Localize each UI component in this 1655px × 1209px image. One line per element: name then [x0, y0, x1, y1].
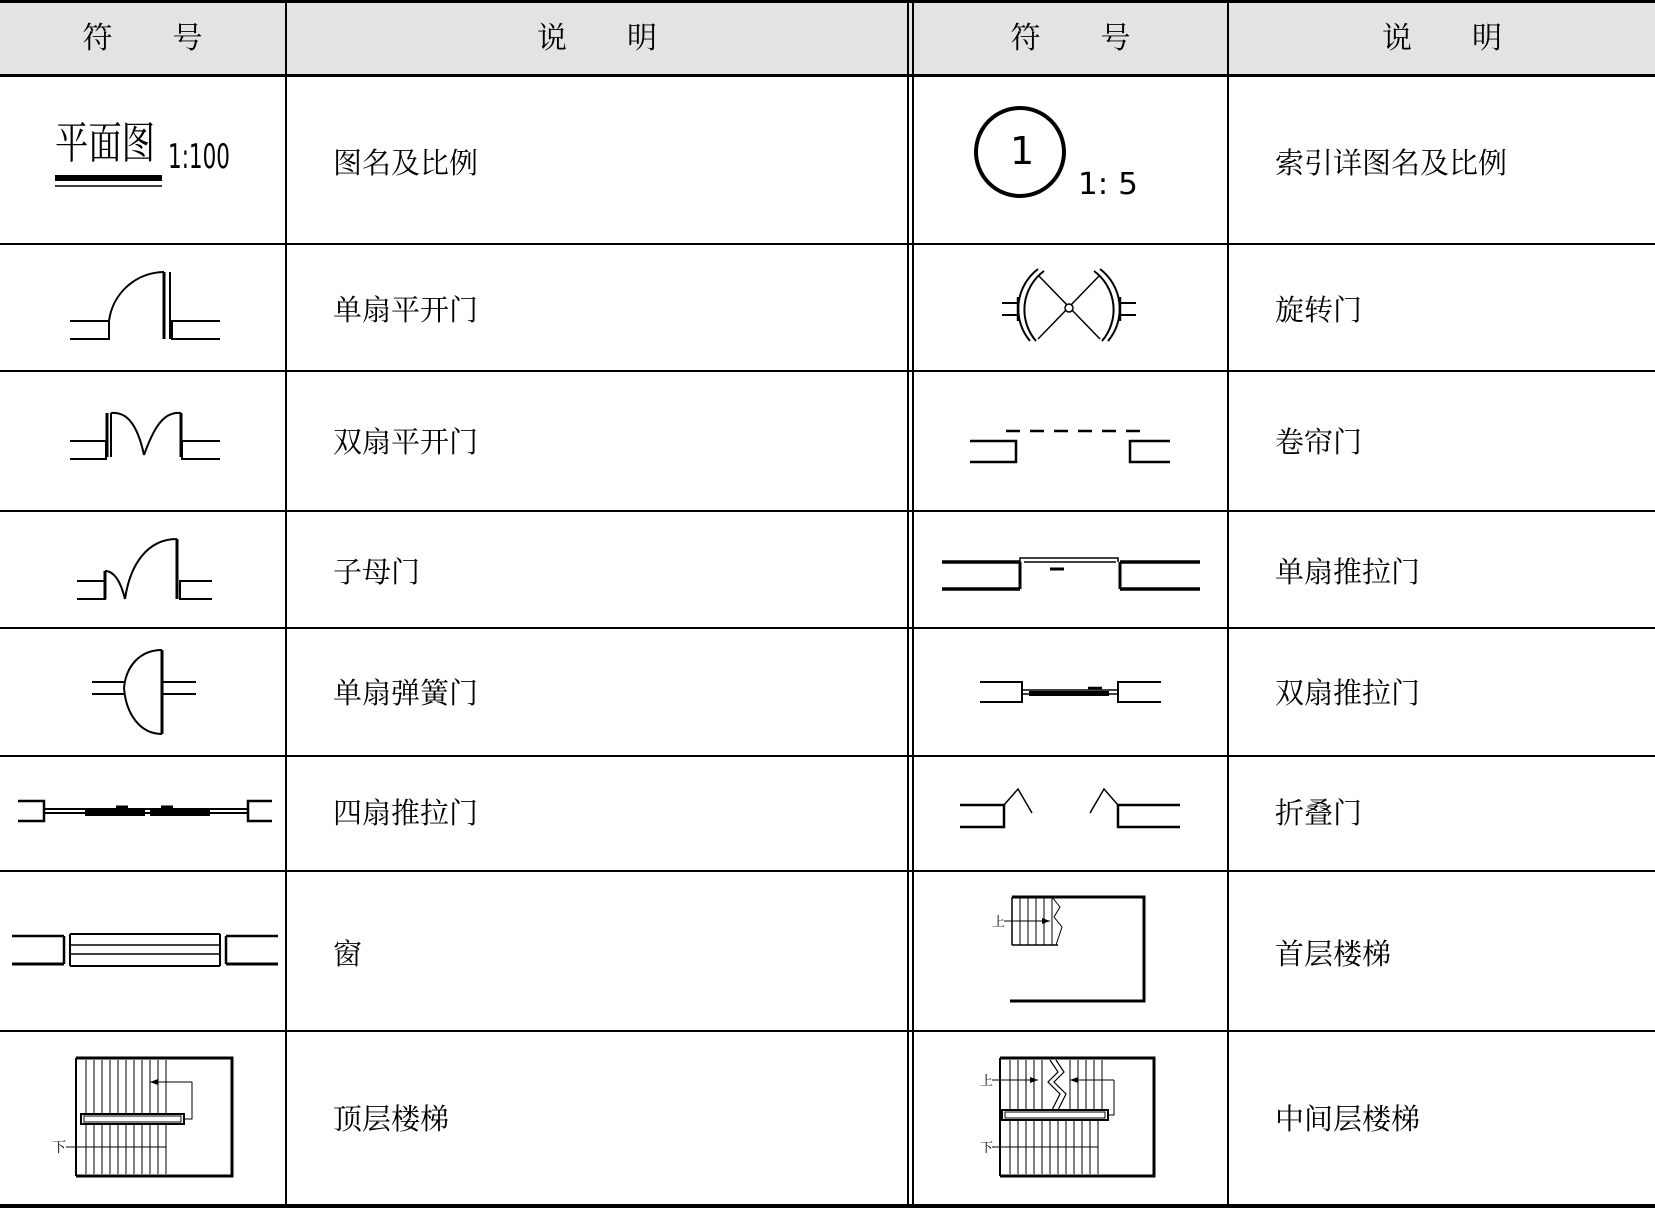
top-floor-stair-icon	[50, 1052, 235, 1182]
detail-index-icon	[970, 102, 1150, 212]
desc-left-row-3: 双扇平开门	[333, 425, 479, 459]
single-spring-door-icon	[90, 648, 200, 738]
single-sliding-door-icon	[940, 556, 1202, 594]
desc-right-row-4: 单扇推拉门	[1275, 555, 1421, 589]
column-divider	[1227, 0, 1229, 1208]
center-double-rule	[912, 0, 914, 1208]
stair-down-label: 下	[52, 1140, 66, 1156]
desc-left-row-2: 单扇平开门	[333, 293, 479, 327]
table-bottom-border	[0, 1204, 1655, 1208]
desc-right-row-5: 双扇推拉门	[1275, 676, 1421, 710]
table-top-border	[0, 0, 1655, 3]
desc-right-row-6: 折叠门	[1275, 796, 1363, 830]
row-divider	[0, 510, 1655, 512]
desc-left-row-5: 单扇弹簧门	[333, 676, 479, 710]
double-sliding-door-icon	[978, 678, 1163, 706]
desc-left-row-4: 子母门	[333, 555, 421, 589]
stair-up-label: 上	[980, 1074, 994, 1089]
detail-index-number: 1	[1010, 129, 1035, 173]
drawing-title-scale: 1:100	[168, 137, 230, 177]
desc-right-row-2: 旋转门	[1275, 293, 1363, 327]
double-swing-door-icon	[68, 407, 223, 462]
stair-down-label: 下	[980, 1141, 994, 1156]
revolving-door-icon	[1000, 265, 1140, 345]
desc-left-row-6: 四扇推拉门	[333, 796, 479, 830]
drawing-title-icon	[50, 112, 240, 212]
desc-right-row-3: 卷帘门	[1275, 425, 1363, 459]
drawing-title-text: 平面图	[55, 118, 155, 169]
row-divider	[0, 243, 1655, 245]
desc-right-row-8: 中间层楼梯	[1275, 1102, 1421, 1136]
row-divider	[0, 370, 1655, 372]
row-divider	[0, 627, 1655, 629]
ground-floor-stair-icon	[990, 893, 1150, 1005]
header-bottom-border	[0, 74, 1655, 77]
four-panel-sliding-door-icon	[16, 797, 274, 827]
center-double-rule	[907, 0, 909, 1208]
column-divider	[285, 0, 287, 1208]
desc-left-row-8: 顶层楼梯	[333, 1102, 450, 1136]
unequal-double-door-icon	[75, 535, 215, 605]
rolling-shutter-door-icon	[968, 425, 1173, 465]
row-divider	[0, 870, 1655, 872]
row-divider	[0, 1030, 1655, 1032]
header-symbol-right: 符 号	[1010, 21, 1131, 56]
middle-floor-stair-icon	[978, 1052, 1158, 1182]
desc-left-row-7: 窗	[333, 937, 363, 971]
detail-index-scale: 1: 5	[1078, 167, 1138, 202]
folding-door-icon	[958, 785, 1183, 830]
desc-right-row-7: 首层楼梯	[1275, 937, 1392, 971]
header-desc-left: 说 明	[537, 21, 657, 56]
header-desc-right: 说 明	[1382, 21, 1502, 56]
single-swing-door-icon	[68, 266, 223, 341]
row-divider	[0, 755, 1655, 757]
stair-up-label: 上	[992, 915, 1006, 930]
window-icon	[10, 932, 280, 968]
header-symbol-left: 符 号	[82, 21, 203, 56]
desc-left-row-1: 图名及比例	[333, 146, 479, 180]
desc-right-row-1: 索引详图名及比例	[1275, 146, 1508, 180]
